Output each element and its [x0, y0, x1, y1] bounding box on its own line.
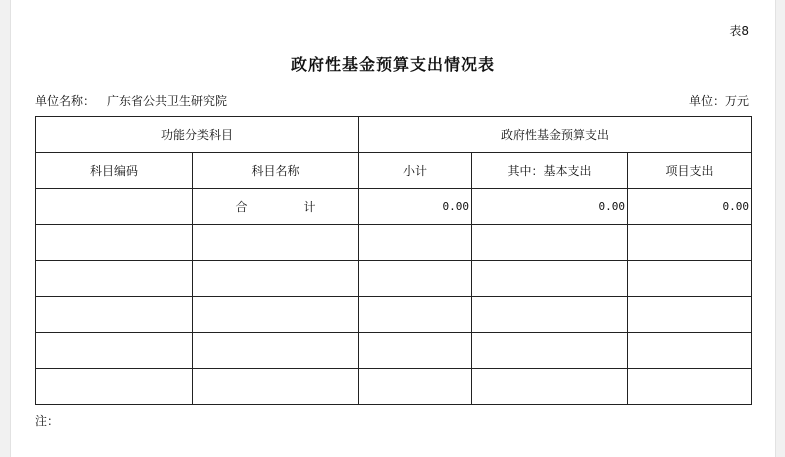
header-fund-expenditure: 政府性基金预算支出: [359, 117, 752, 153]
unit-name-value: 广东省公共卫生研究院: [107, 94, 228, 108]
total-subtotal-cell: 0.00: [359, 189, 472, 225]
unit-name-label: 单位名称：: [35, 94, 96, 108]
header-functional-classification: 功能分类科目: [36, 117, 359, 153]
currency-unit: 单位：万元: [688, 94, 749, 108]
unit-name-line: [35, 92, 227, 109]
table-row: [36, 333, 752, 369]
total-basic-cell: 0.00: [472, 189, 628, 225]
col-header-code: 科目编码: [36, 153, 193, 189]
col-header-basic: 其中：基本支出: [472, 153, 628, 189]
col-header-project: 项目支出: [628, 153, 752, 189]
header-column-row: [36, 153, 752, 189]
total-row: [36, 189, 752, 225]
col-header-subtotal: 小计: [359, 153, 472, 189]
document-page: [10, 0, 776, 457]
total-label-ji: 计: [303, 200, 316, 214]
header-group-row: [36, 117, 752, 153]
expenditure-table: [35, 116, 752, 405]
total-label-cell: [193, 189, 359, 225]
total-label-he: 合: [235, 200, 248, 214]
form-code: 表8: [729, 24, 749, 38]
total-code-cell: [36, 189, 193, 225]
note-label: 注：: [35, 414, 60, 428]
col-header-name: 科目名称: [193, 153, 359, 189]
table-row: [36, 369, 752, 405]
total-project-cell: 0.00: [628, 189, 752, 225]
table-row: [36, 261, 752, 297]
page-title: 政府性基金预算支出情况表: [290, 55, 495, 74]
table-row: [36, 297, 752, 333]
table-row: [36, 225, 752, 261]
